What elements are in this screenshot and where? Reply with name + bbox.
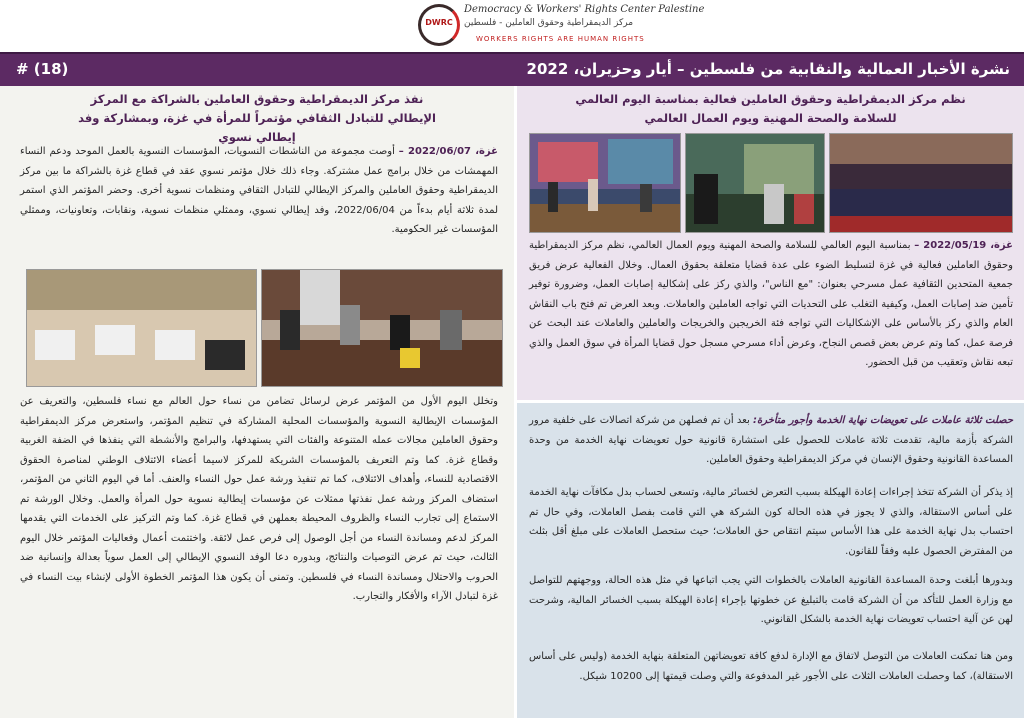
photo-conference-hall xyxy=(26,269,257,387)
article-women-conference xyxy=(0,86,514,718)
logo-text: DWRC xyxy=(425,18,453,27)
article-1-body xyxy=(529,236,1013,373)
article-2-p3: وبدورها أبلغت وحدة المساعدة القانونية العاملات بالخطوات التي يجب اتباعها في مثل هذه الحالة، ووجهتهم للتواصل مع وزارة العمل للتأكد من أن الشركة قامت بالتبليغ عن خطوتها بإجراء إعادة الهيكلة بسبب الخسائر المالية، وشرحت لهن عن آلية احتساب تعويضات نهاية الخدمة بالشكل القانوني. xyxy=(529,575,1013,625)
article-1-dateline: غزة، 2022/05/19 – xyxy=(914,240,1013,251)
newsletter-title-bar xyxy=(0,52,1024,86)
article-occupational-safety xyxy=(517,86,1024,400)
photo-conference-panel xyxy=(261,269,503,387)
photo-stage-camera xyxy=(685,133,825,233)
article-2-p1 xyxy=(529,411,1013,470)
article-3-headline: نفذ مركز الديمقراطية وحقوق العاملين بالشراكة مع المركز الإيطالي للتبادل الثقافي مؤتمراً للمرأة في غزة، وبمشاركة وفد إيطالي نسوي xyxy=(78,92,436,144)
photo-theatre-performance xyxy=(529,133,681,233)
org-name-ar: مركز الديمقراطية وحقوق العاملين - فلسطين xyxy=(464,18,634,28)
article-2-lead: حصلت ثلاثة عاملات على تعويضات نهاية الخدمة وأجور متأخرة: xyxy=(752,415,1013,426)
article-end-of-service xyxy=(517,403,1024,718)
article-3-dateline: غزة، 2022/06/07 – xyxy=(398,146,498,157)
article-2-p1-text: بعد أن تم فصلهن من شركة اتصالات على خلفية مرور الشركة بأزمة مالية، تقدمت ثلاثة عاملات للحصول على استشارة قانونية حول تعويضات نهاية الخدمة من وحدة المساعدة القانونية وحقوق الإنسان في مركز الديمقراطية وحقوق العاملين. xyxy=(529,415,1013,465)
page-header xyxy=(0,0,1024,52)
article-2-p4: ومن هنا تمكنت العاملات من التوصل لاتفاق مع الإدارة لدفع كافة تعويضاتهن المتعلقة بنهاية الخدمة (وليس على أساس الاستقالة)، كما وحصلت العاملات الثلاث على الأجور غير المدفوعة والتي وصلت قيمتها إلى 10200 شيكل. xyxy=(529,651,1013,682)
newsletter-title: نشرة الأخبار العمالية والنقابية من فلسطين – أيار وحزيران، 2022 xyxy=(526,60,1010,78)
org-tagline: WORKERS RIGHTS ARE HUMAN RIGHTS xyxy=(476,35,645,43)
article-1-headline: نظم مركز الديمقراطية وحقوق العاملين فعالية بمناسبة اليوم العالمي للسلامة والصحة المهنية ويوم العمال العالمي xyxy=(575,92,966,125)
issue-number: # (18) xyxy=(16,60,69,78)
article-2-p2: إذ يذكر أن الشركة تتخذ إجراءات إعادة الهيكلة بسبب التعرض لخسائر مالية، وتسعى لحساب بدل مكافآت نهاية الخدمة على أساس الاستقالة، والذي لا يجوز في هذه الحالة كون الشركة هي التي قامت بفصل العاملات، وفي حال تم احتساب بدل نهاية الخدمة على هذا الأساس سيتم انتقاص حق العاملات؛ حيث ستحصل العاملات على مبلغ أقل بثلث من المفترض الحصول عليه وفقاً للقانون. xyxy=(529,487,1013,557)
article-3-p1-text: أوصت مجموعة من الناشطات النسويات، المؤسسات النسوية بالعمل الموحد ودعم النساء المهمشات من خلال برامج عمل مشتركة. وجاء ذلك خلال مؤتمر نسوي عقد في قطاع غزة بالشراكة ما بين مركز الديمقراطية وحقوق العاملين والمركز الإيطالي للتبادل الثقافي ومنظمات نسوية أخرى. وحضر المؤتمر الذي استمر لمدة ثلاثة أيام بدءاً من 2022/06/04، وفد إيطالي نسوي، وممثلي منظمات نسوية، ونقابات، وتعاونيات، وممثلي المؤسسات غير الحكومية. xyxy=(20,146,498,235)
photo-audience xyxy=(829,133,1013,233)
article-1-text: بمناسبة اليوم العالمي للسلامة والصحة المهنية ويوم العمال العالمي، نظم مركز الديمقراطية وحقوق العاملين فعالية في غزة لتسليط الضوء على عدة قضايا متعلقة بحقوق العمال. وخلال الفعالية عرض فريق جمعية المتحدين الثقافية عمل مسرحي بعنوان: "مع الناس"، والذي ركز على إشكالية إصابات العمل، وضرورة توفير تأمين ضد إصابات العمل، وكيفية التغلب على التحديات التي تواجه العاملين والعاملات. وبعد العرض تم فتح باب النقاش العام والذي ركز بالأساس على الإشكاليات التي تواجه فئة الخريجين والخريجات والعاملين والعاملات عند البحث عن فرصة عمل، كما وتم عرض بعض قصص النجاح، وعرض أداء مسرحي مسجل حول قضايا المرأة في سوق العمل والذي تبعه نقاش وتعقيب من قبل الحضور. xyxy=(529,240,1013,368)
article-3-p1 xyxy=(20,142,498,240)
org-name-en: Democracy & Workers' Rights Center Palestine xyxy=(464,4,705,15)
article-3-p2: وتخلل اليوم الأول من المؤتمر عرض لرسائل تضامن من نساء حول العالم مع نساء فلسطين، والتعريف عن المؤسسات الإيطالية النسوية والمؤسسات المحلية المشاركة في تنظيم المؤتمر، واستعرض مركز الديمقراطية وحقوق العاملين مجالات عمله المتنوعة والفئات التي يستهدفها، والبرامج والأنشطة التي ينفذها في الضفة الغربية وقطاع غزة. كما وتم التعريف بالمؤسسات الشريكة للمركز لاسيما أعضاء الائتلاف الوطني لمناصرة الحقوق الاقتصادية للنساء، وأهداف الائتلاف، كما تم تنفيذ ورشة عمل حول النساء والعنف. أما في اليوم الثاني من المؤتمر، استضاف المركز ورشة عمل نفذتها ممثلات عن مؤسسات إيطالية نسوية حول المرأة والعمل. وخلال الورشة تم الاستماع إلى تجارب النساء والظروف المحيطة بعملهن في قطاع غزة. كما وتم التركيز على الخدمات التي يقدمها المركز لدعم ومساندة النساء من أجل الوصول إلى فرص عمل لائقة. واختتمت أعمال وفعاليات المؤتمر خلال اليوم الثالث، حيث تم عرض التوصيات والنتائج، وبدوره دعا الوفد النسوي الإيطالي إلى العمل سوياً بعدالة وإنسانية ضد الحروب والاحتلال ومساندة النساء في فلسطين. وتمنى أن يكون هذا المؤتمر الخطوة الأولى لإنشاء بيت النساء في غزة لتبادل الآراء والأفكار والتجارب. xyxy=(20,396,498,602)
